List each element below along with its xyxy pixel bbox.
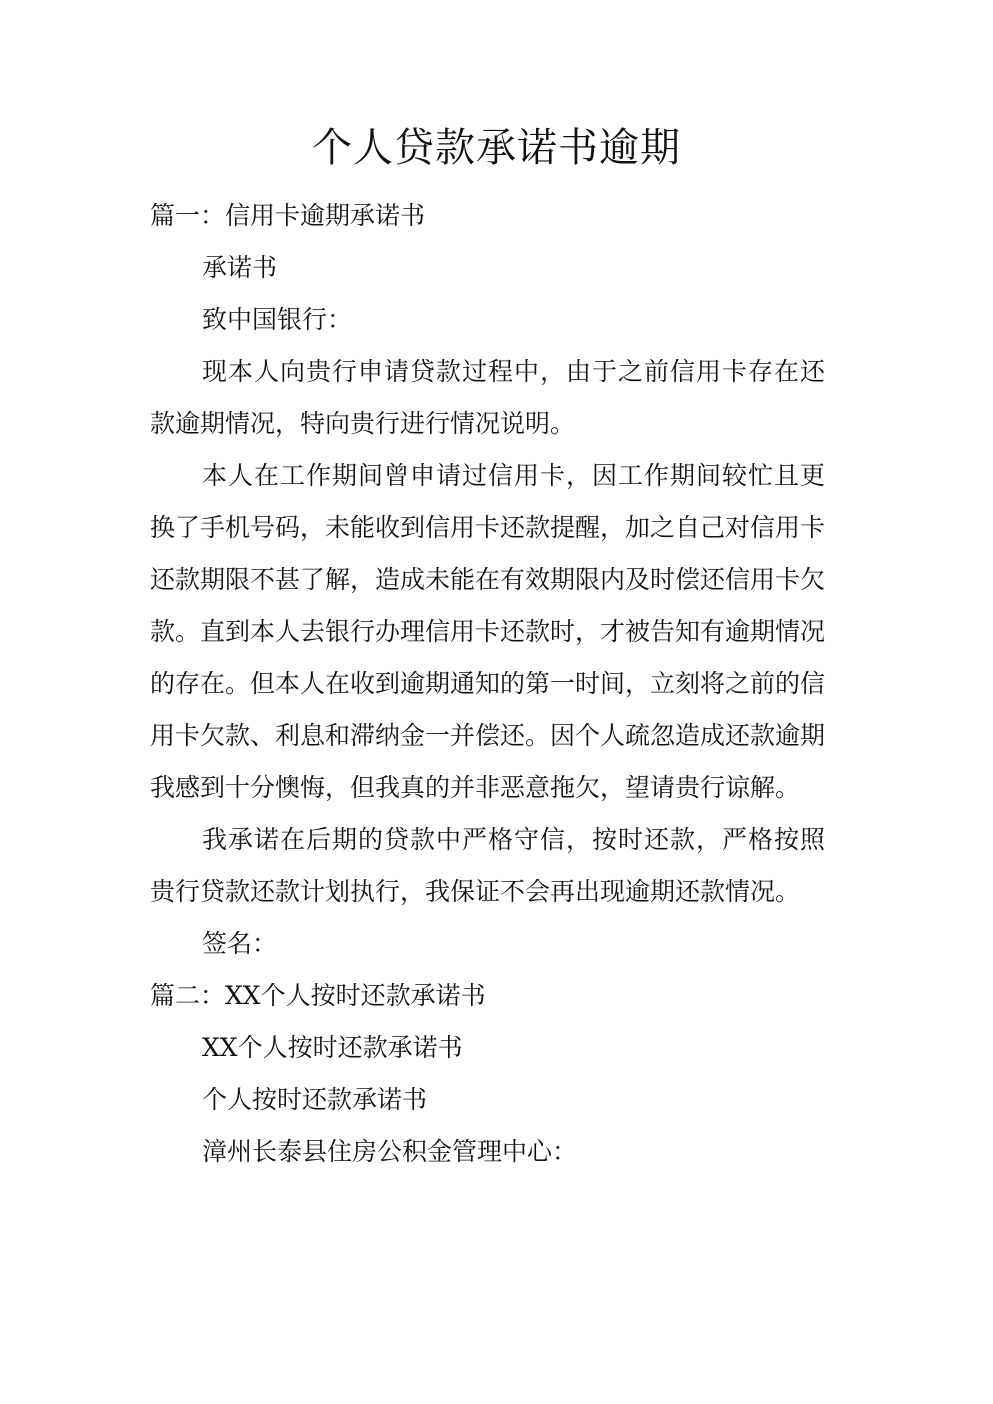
signature-line: 签名： bbox=[202, 929, 278, 958]
document-title: 个人贷款承诺书逾期 bbox=[312, 125, 681, 171]
letter-salutation: 致中国银行： bbox=[202, 305, 353, 334]
body-paragraph: 现本人向贵行申请贷款过程中，由于之前信用卡存在还款逾期情况，特向贵行进行情况说明。 bbox=[150, 357, 825, 438]
body-paragraph: 我承诺在后期的贷款中严格守信，按时还款，严格按照贵行贷款还款计划执行，我保证不会再出现逾期还款情况。 bbox=[150, 825, 825, 906]
document-body bbox=[150, 190, 825, 1178]
letter-salutation: 漳州长泰县住房公积金管理中心： bbox=[202, 1137, 578, 1166]
body-paragraph: 本人在工作期间曾申请过信用卡，因工作期间较忙且更换了手机号码，未能收到信用卡还款提醒，加之自己对信用卡还款期限不甚了解，造成未能在有效期限内及时偿还信用卡欠款。直到本人去银行办理信用卡还款时，才被告知有逾期情况的存在。但本人在收到逾期通知的第一时间，立刻将之前的信用卡欠款、利息和滞纳金一并偿还。因个人疏忽造成还款逾期我感到十分懊悔，但我真的并非恶意拖欠，望请贵行谅解。 bbox=[150, 461, 826, 802]
letter-title: 承诺书 bbox=[202, 253, 278, 282]
letter-subtitle: 个人按时还款承诺书 bbox=[202, 1085, 428, 1114]
section-heading-2: 篇二：XX个人按时还款承诺书 bbox=[150, 981, 486, 1010]
section-heading-1: 篇一：信用卡逾期承诺书 bbox=[150, 201, 426, 230]
letter-title: XX个人按时还款承诺书 bbox=[202, 1033, 463, 1062]
